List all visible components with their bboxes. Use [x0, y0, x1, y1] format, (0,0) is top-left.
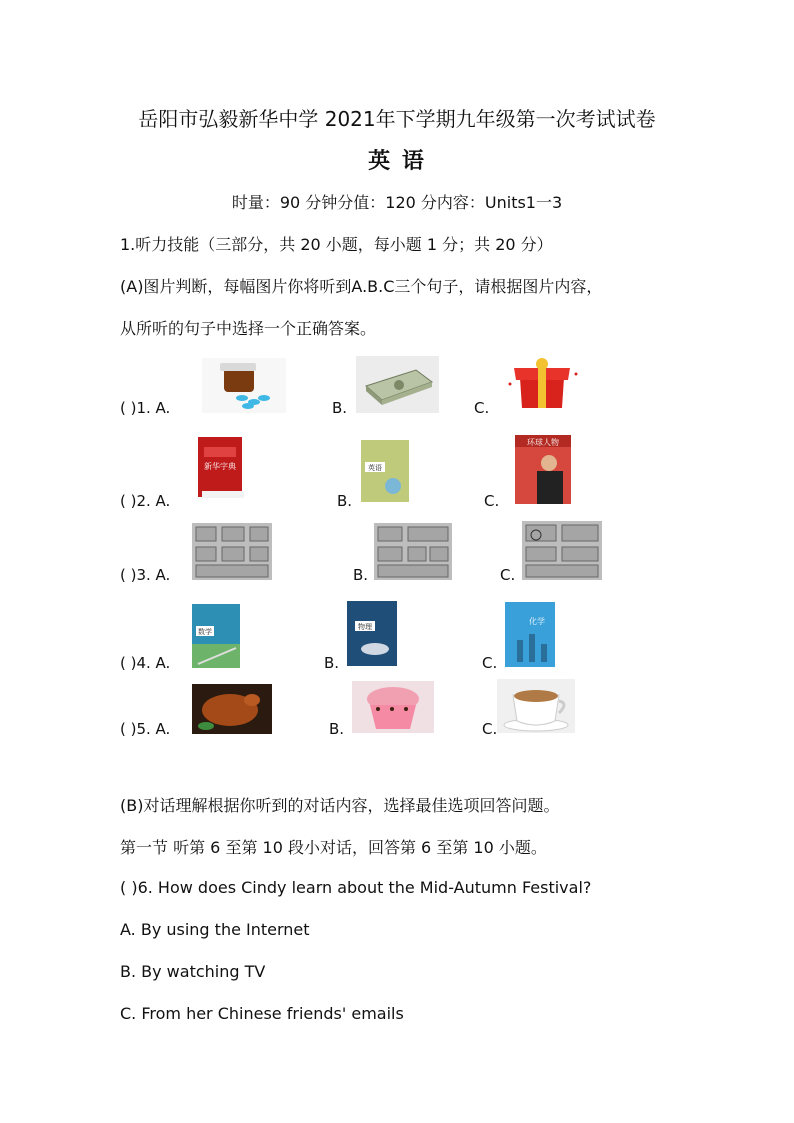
exam-title: 岳阳市弘毅新华中学 2021年下学期九年级第一次考试试卷 — [138, 107, 656, 131]
math-book-image — [192, 604, 240, 668]
question-6-text: ( )6. How does Cindy learn about the Mid-Autumn Festival? — [120, 878, 592, 897]
question-2-option-b: B. — [337, 492, 353, 510]
part-b-heading: (B)对话理解根据你听到的对话内容，选择最佳选项回答问题。 — [120, 796, 560, 815]
english-book-title: 英语 — [368, 464, 382, 472]
question-2-label: ( )2. A. — [120, 492, 171, 510]
dictionary-image — [196, 435, 246, 500]
money-stack-image — [356, 356, 439, 413]
question-6-option-b: B. By watching TV — [120, 962, 266, 981]
question-4-option-b: B. — [324, 654, 340, 672]
coffee-cup-image — [497, 679, 575, 733]
question-4-label: ( )4. A. — [120, 654, 171, 672]
exam-meta: 时量：90 分钟分值：120 分内容：Units1一3 — [231, 193, 563, 212]
section-1-instruction: 第一节 听第 6 至第 10 段小对话，回答第 6 至第 10 小题。 — [120, 838, 547, 857]
question-6-option-c: C. From her Chinese friends' emails — [120, 1004, 404, 1023]
map-3-image — [522, 521, 602, 580]
question-1-label: ( )1. A. — [120, 399, 171, 417]
medicine-bottle-image — [202, 358, 286, 413]
question-5-option-b: B. — [329, 720, 345, 738]
section-heading: 1.听力技能（三部分，共 20 小题，每小题 1 分；共 20 分） — [120, 235, 553, 254]
chemistry-book-title: 化学 — [529, 617, 545, 626]
subject-title: 英 语 — [368, 149, 426, 174]
map-2-image — [374, 523, 452, 580]
english-textbook-image — [361, 440, 409, 502]
question-4-option-c: C. — [482, 654, 498, 672]
question-2-option-c: C. — [484, 492, 500, 510]
magazine-title: 环球人物 — [527, 438, 559, 447]
map-1-image — [192, 523, 272, 580]
question-6-option-a: A. By using the Internet — [120, 920, 310, 939]
part-a-instruction-2: 从所听的句子中选择一个正确答案。 — [120, 319, 377, 338]
physics-book-title: 物理 — [358, 623, 372, 631]
math-book-title: 数学 — [198, 628, 212, 636]
question-3-option-b: B. — [353, 566, 369, 584]
question-1-option-c: C. — [474, 399, 490, 417]
question-5-label: ( )5. A. — [120, 720, 171, 738]
physics-book-image — [347, 601, 397, 666]
magazine-image — [515, 435, 571, 504]
question-5-option-c: C. — [482, 720, 498, 738]
gift-box-image — [498, 354, 586, 413]
question-1-option-b: B. — [332, 399, 348, 417]
question-3-option-c: C. — [500, 566, 516, 584]
dictionary-title: 新华字典 — [204, 462, 236, 471]
question-3-label: ( )3. A. — [120, 566, 171, 584]
roast-duck-image — [192, 684, 272, 734]
cupcake-image — [352, 681, 434, 733]
part-a-instruction-1: (A)图片判断，每幅图片你将听到A.B.C三个句子，请根据图片内容， — [120, 277, 603, 296]
chemistry-book-image — [505, 602, 555, 667]
